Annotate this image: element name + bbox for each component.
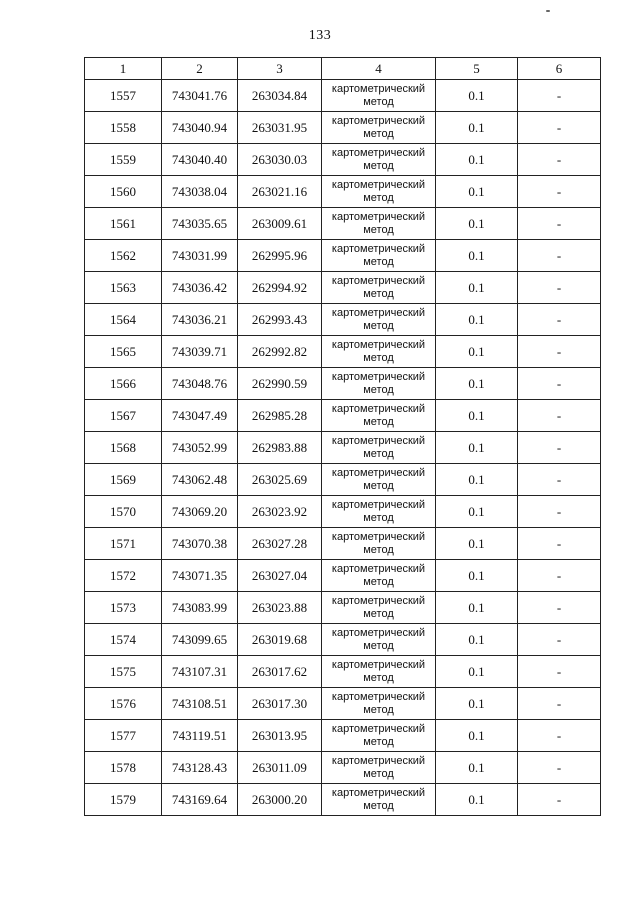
accuracy-cell: 0.1	[436, 304, 518, 336]
table-row	[85, 720, 601, 752]
x-coordinate-cell: 743099.65	[162, 624, 238, 656]
note-cell: -	[518, 656, 601, 688]
accuracy-cell: 0.1	[436, 752, 518, 784]
y-coordinate-cell: 263027.28	[238, 528, 322, 560]
method-line-2: метод	[363, 575, 394, 588]
method-cell	[322, 752, 436, 784]
method-line-2: метод	[363, 319, 394, 332]
table-row	[85, 624, 601, 656]
method-line-2: метод	[363, 447, 394, 460]
method-cell	[322, 432, 436, 464]
y-coordinate-cell: 263027.04	[238, 560, 322, 592]
accuracy-cell: 0.1	[436, 208, 518, 240]
table-row	[85, 208, 601, 240]
scan-speck	[546, 10, 550, 12]
x-coordinate-cell: 743039.71	[162, 336, 238, 368]
point-number-cell: 1567	[85, 400, 162, 432]
method-cell	[322, 688, 436, 720]
x-coordinate-cell: 743083.99	[162, 592, 238, 624]
y-coordinate-cell: 262983.88	[238, 432, 322, 464]
method-cell	[322, 112, 436, 144]
table-row	[85, 336, 601, 368]
note-cell: -	[518, 112, 601, 144]
y-coordinate-cell: 263017.62	[238, 656, 322, 688]
method-line-2: метод	[363, 191, 394, 204]
note-cell: -	[518, 272, 601, 304]
method-line-1: картометрический	[331, 178, 426, 191]
y-coordinate-cell: 262990.59	[238, 368, 322, 400]
method-line-2: метод	[363, 255, 394, 268]
accuracy-cell: 0.1	[436, 176, 518, 208]
note-cell: -	[518, 144, 601, 176]
note-cell: -	[518, 560, 601, 592]
table-row	[85, 400, 601, 432]
method-cell	[322, 208, 436, 240]
method-cell	[322, 176, 436, 208]
x-coordinate-cell: 743040.94	[162, 112, 238, 144]
note-cell: -	[518, 80, 601, 112]
method-line-2: метод	[363, 383, 394, 396]
method-line-1: картометрический	[331, 402, 426, 415]
accuracy-cell: 0.1	[436, 112, 518, 144]
x-coordinate-cell: 743119.51	[162, 720, 238, 752]
method-cell	[322, 560, 436, 592]
column-header-4: 4	[322, 58, 436, 80]
method-cell	[322, 496, 436, 528]
y-coordinate-cell: 263009.61	[238, 208, 322, 240]
point-number-cell: 1577	[85, 720, 162, 752]
method-line-2: метод	[363, 703, 394, 716]
point-number-cell: 1563	[85, 272, 162, 304]
method-cell	[322, 144, 436, 176]
accuracy-cell: 0.1	[436, 336, 518, 368]
table-row	[85, 272, 601, 304]
point-number-cell: 1561	[85, 208, 162, 240]
point-number-cell: 1562	[85, 240, 162, 272]
note-cell: -	[518, 304, 601, 336]
accuracy-cell: 0.1	[436, 240, 518, 272]
accuracy-cell: 0.1	[436, 368, 518, 400]
x-coordinate-cell: 743041.76	[162, 80, 238, 112]
accuracy-cell: 0.1	[436, 272, 518, 304]
method-line-1: картометрический	[331, 370, 426, 383]
table-row	[85, 112, 601, 144]
method-line-2: метод	[363, 95, 394, 108]
point-number-cell: 1570	[85, 496, 162, 528]
accuracy-cell: 0.1	[436, 592, 518, 624]
x-coordinate-cell: 743036.42	[162, 272, 238, 304]
accuracy-cell: 0.1	[436, 464, 518, 496]
table-row	[85, 528, 601, 560]
point-number-cell: 1569	[85, 464, 162, 496]
method-line-2: метод	[363, 479, 394, 492]
note-cell: -	[518, 688, 601, 720]
note-cell: -	[518, 464, 601, 496]
note-cell: -	[518, 752, 601, 784]
column-header-6: 6	[518, 58, 601, 80]
x-coordinate-cell: 743052.99	[162, 432, 238, 464]
table-row	[85, 80, 601, 112]
column-header-3: 3	[238, 58, 322, 80]
method-line-1: картометрический	[331, 498, 426, 511]
method-cell	[322, 368, 436, 400]
method-line-1: картометрический	[331, 658, 426, 671]
x-coordinate-cell: 743036.21	[162, 304, 238, 336]
table-row	[85, 656, 601, 688]
accuracy-cell: 0.1	[436, 624, 518, 656]
x-coordinate-cell: 743048.76	[162, 368, 238, 400]
point-number-cell: 1573	[85, 592, 162, 624]
method-line-1: картометрический	[331, 114, 426, 127]
point-number-cell: 1568	[85, 432, 162, 464]
method-line-2: метод	[363, 735, 394, 748]
note-cell: -	[518, 208, 601, 240]
point-number-cell: 1578	[85, 752, 162, 784]
method-cell	[322, 528, 436, 560]
y-coordinate-cell: 262992.82	[238, 336, 322, 368]
point-number-cell: 1557	[85, 80, 162, 112]
method-line-1: картометрический	[331, 722, 426, 735]
method-line-2: метод	[363, 639, 394, 652]
method-cell	[322, 304, 436, 336]
point-number-cell: 1575	[85, 656, 162, 688]
note-cell: -	[518, 720, 601, 752]
y-coordinate-cell: 263023.92	[238, 496, 322, 528]
method-cell	[322, 336, 436, 368]
point-number-cell: 1576	[85, 688, 162, 720]
method-cell	[322, 272, 436, 304]
note-cell: -	[518, 176, 601, 208]
note-cell: -	[518, 784, 601, 816]
x-coordinate-cell: 743108.51	[162, 688, 238, 720]
method-cell	[322, 624, 436, 656]
table-body	[85, 80, 601, 816]
note-cell: -	[518, 368, 601, 400]
x-coordinate-cell: 743128.43	[162, 752, 238, 784]
point-number-cell: 1572	[85, 560, 162, 592]
x-coordinate-cell: 743047.49	[162, 400, 238, 432]
table-row	[85, 304, 601, 336]
accuracy-cell: 0.1	[436, 560, 518, 592]
method-line-2: метод	[363, 607, 394, 620]
table-row	[85, 688, 601, 720]
table-row	[85, 496, 601, 528]
method-cell	[322, 400, 436, 432]
accuracy-cell: 0.1	[436, 496, 518, 528]
accuracy-cell: 0.1	[436, 400, 518, 432]
note-cell: -	[518, 240, 601, 272]
method-line-1: картометрический	[331, 242, 426, 255]
method-line-1: картометрический	[331, 562, 426, 575]
method-line-1: картометрический	[331, 274, 426, 287]
method-line-2: метод	[363, 287, 394, 300]
note-cell: -	[518, 400, 601, 432]
x-coordinate-cell: 743038.04	[162, 176, 238, 208]
y-coordinate-cell: 263017.30	[238, 688, 322, 720]
y-coordinate-cell: 263030.03	[238, 144, 322, 176]
accuracy-cell: 0.1	[436, 432, 518, 464]
y-coordinate-cell: 263000.20	[238, 784, 322, 816]
note-cell: -	[518, 528, 601, 560]
point-number-cell: 1571	[85, 528, 162, 560]
method-line-1: картометрический	[331, 786, 426, 799]
method-line-1: картометрический	[331, 338, 426, 351]
x-coordinate-cell: 743040.40	[162, 144, 238, 176]
method-cell	[322, 80, 436, 112]
y-coordinate-cell: 262994.92	[238, 272, 322, 304]
accuracy-cell: 0.1	[436, 688, 518, 720]
y-coordinate-cell: 262995.96	[238, 240, 322, 272]
point-number-cell: 1574	[85, 624, 162, 656]
table-row	[85, 592, 601, 624]
y-coordinate-cell: 263034.84	[238, 80, 322, 112]
method-line-2: метод	[363, 511, 394, 524]
method-line-1: картометрический	[331, 594, 426, 607]
x-coordinate-cell: 743069.20	[162, 496, 238, 528]
x-coordinate-cell: 743071.35	[162, 560, 238, 592]
method-line-1: картометрический	[331, 690, 426, 703]
method-line-1: картометрический	[331, 306, 426, 319]
y-coordinate-cell: 262985.28	[238, 400, 322, 432]
x-coordinate-cell: 743169.64	[162, 784, 238, 816]
y-coordinate-cell: 262993.43	[238, 304, 322, 336]
method-line-2: метод	[363, 767, 394, 780]
column-header-5: 5	[436, 58, 518, 80]
method-cell	[322, 464, 436, 496]
method-line-2: метод	[363, 223, 394, 236]
y-coordinate-cell: 263013.95	[238, 720, 322, 752]
method-line-1: картометрический	[331, 210, 426, 223]
point-number-cell: 1565	[85, 336, 162, 368]
point-number-cell: 1559	[85, 144, 162, 176]
table-row	[85, 784, 601, 816]
y-coordinate-cell: 263021.16	[238, 176, 322, 208]
table-row	[85, 464, 601, 496]
y-coordinate-cell: 263025.69	[238, 464, 322, 496]
method-line-2: метод	[363, 415, 394, 428]
x-coordinate-cell: 743035.65	[162, 208, 238, 240]
table-row	[85, 368, 601, 400]
method-line-2: метод	[363, 671, 394, 684]
method-cell	[322, 784, 436, 816]
method-line-1: картометрический	[331, 82, 426, 95]
method-cell	[322, 656, 436, 688]
x-coordinate-cell: 743107.31	[162, 656, 238, 688]
accuracy-cell: 0.1	[436, 720, 518, 752]
method-line-1: картометрический	[331, 434, 426, 447]
coordinates-table	[84, 57, 601, 816]
table-row	[85, 560, 601, 592]
note-cell: -	[518, 496, 601, 528]
table-row	[85, 432, 601, 464]
method-line-1: картометрический	[331, 530, 426, 543]
point-number-cell: 1564	[85, 304, 162, 336]
point-number-cell: 1566	[85, 368, 162, 400]
x-coordinate-cell: 743062.48	[162, 464, 238, 496]
y-coordinate-cell: 263011.09	[238, 752, 322, 784]
accuracy-cell: 0.1	[436, 528, 518, 560]
accuracy-cell: 0.1	[436, 80, 518, 112]
y-coordinate-cell: 263023.88	[238, 592, 322, 624]
accuracy-cell: 0.1	[436, 784, 518, 816]
accuracy-cell: 0.1	[436, 144, 518, 176]
table-row	[85, 176, 601, 208]
table-row	[85, 240, 601, 272]
method-line-1: картометрический	[331, 466, 426, 479]
column-header-2: 2	[162, 58, 238, 80]
point-number-cell: 1579	[85, 784, 162, 816]
accuracy-cell: 0.1	[436, 656, 518, 688]
method-cell	[322, 592, 436, 624]
note-cell: -	[518, 624, 601, 656]
method-line-1: картометрический	[331, 626, 426, 639]
x-coordinate-cell: 743070.38	[162, 528, 238, 560]
note-cell: -	[518, 432, 601, 464]
note-cell: -	[518, 592, 601, 624]
page-number: 133	[308, 28, 332, 43]
method-line-2: метод	[363, 159, 394, 172]
table-row	[85, 752, 601, 784]
y-coordinate-cell: 263019.68	[238, 624, 322, 656]
table-row	[85, 144, 601, 176]
x-coordinate-cell: 743031.99	[162, 240, 238, 272]
method-line-2: метод	[363, 799, 394, 812]
note-cell: -	[518, 336, 601, 368]
table-header-row	[85, 58, 601, 80]
method-line-2: метод	[363, 127, 394, 140]
method-cell	[322, 240, 436, 272]
method-line-2: метод	[363, 351, 394, 364]
point-number-cell: 1558	[85, 112, 162, 144]
method-cell	[322, 720, 436, 752]
y-coordinate-cell: 263031.95	[238, 112, 322, 144]
method-line-1: картометрический	[331, 146, 426, 159]
method-line-2: метод	[363, 543, 394, 556]
method-line-1: картометрический	[331, 754, 426, 767]
point-number-cell: 1560	[85, 176, 162, 208]
column-header-1: 1	[85, 58, 162, 80]
